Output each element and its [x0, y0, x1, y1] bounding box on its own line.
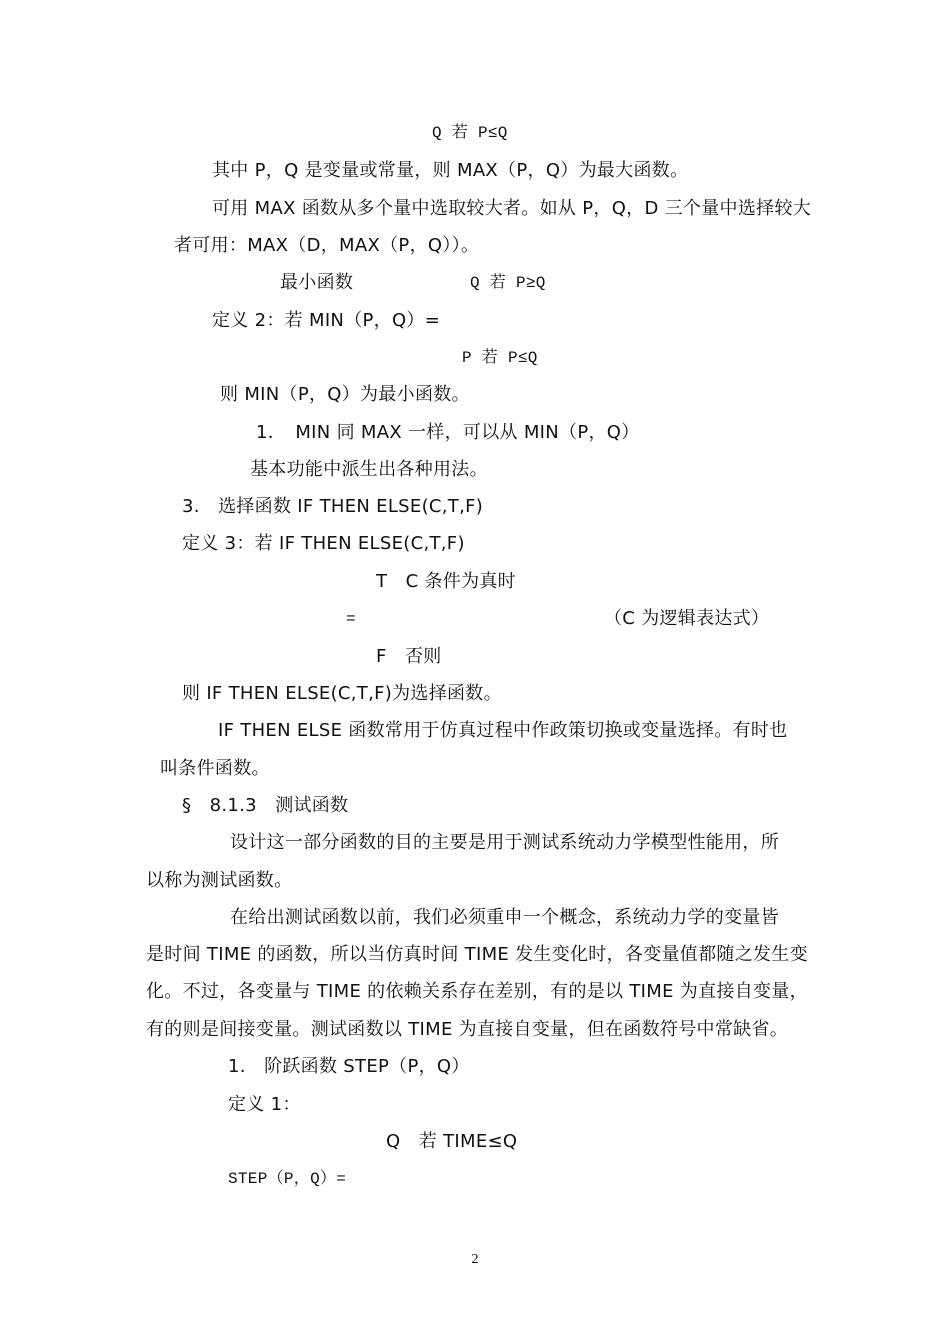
section-heading: 1. 阶跃函数 STEP（P，Q） — [228, 1056, 470, 1077]
text-line: IF THEN ELSE 函数常用于仿真过程中作政策切换或变量选择。有时也 — [218, 720, 788, 741]
text-line: T C 条件为真时 — [376, 571, 516, 592]
text-line: 以称为测试函数。 — [146, 870, 293, 891]
text-line: Q 若 TIME≤Q — [386, 1131, 518, 1152]
section-heading: 3. 选择函数 IF THEN ELSE(C,T,F) — [182, 496, 484, 517]
text-line: 叫条件函数。 — [160, 758, 270, 779]
text-line: 是时间 TIME 的函数，所以当仿真时间 TIME 发生变化时，各变量值都随之发生变 — [146, 944, 808, 965]
text-line: 在给出测试函数以前，我们必须重申一个概念，系统动力学的变量皆 — [230, 907, 779, 928]
text-line: 者可用：MAX（D，MAX（P，Q））。 — [174, 235, 480, 256]
text-line: = — [346, 610, 356, 628]
text-line: 定义 2：若 MIN（P，Q）= — [212, 310, 441, 331]
text-line: 则 IF THEN ELSE(C,T,F)为选择函数。 — [182, 683, 502, 704]
text-line: 最小函数 — [280, 272, 354, 293]
text-line: F 否则 — [376, 646, 442, 667]
text-line: 有的则是间接变量。测试函数以 TIME 为直接自变量，但在函数符号中常缺省。 — [146, 1019, 789, 1040]
text-line: P 若 P≤Q — [462, 349, 538, 367]
text-line: STEP（P，Q）= — [228, 1170, 347, 1188]
text-line: 定义 3：若 IF THEN ELSE(C,T,F) — [182, 533, 465, 554]
page-number: 2 — [471, 1252, 479, 1267]
text-line: 基本功能中派生出各种用法。 — [250, 459, 488, 480]
text-line: 定义 1： — [228, 1094, 301, 1115]
text-line: 其中 P，Q 是变量或常量，则 MAX（P，Q）为最大函数。 — [212, 160, 689, 181]
text-line: 则 MIN（P，Q）为最小函数。 — [220, 384, 470, 405]
text-line: 1． MIN 同 MAX 一样，可以从 MIN（P，Q） — [256, 422, 640, 443]
text-line: （C 为逻辑表达式） — [604, 608, 770, 629]
text-line: Q 若 P≤Q — [432, 124, 508, 142]
text-line: 设计这一部分函数的目的主要是用于测试系统动力学模型性能用，所 — [230, 832, 779, 853]
text-line: 可用 MAX 函数从多个量中选取较大者。如从 P，Q，D 三个量中选择较大 — [212, 198, 812, 219]
section-heading: § 8.1.3 测试函数 — [182, 795, 349, 816]
text-line: 化。不过，各变量与 TIME 的依赖关系存在差别，有的是以 TIME 为直接自变量， — [146, 981, 808, 1002]
text-line: Q 若 P≥Q — [470, 274, 546, 292]
